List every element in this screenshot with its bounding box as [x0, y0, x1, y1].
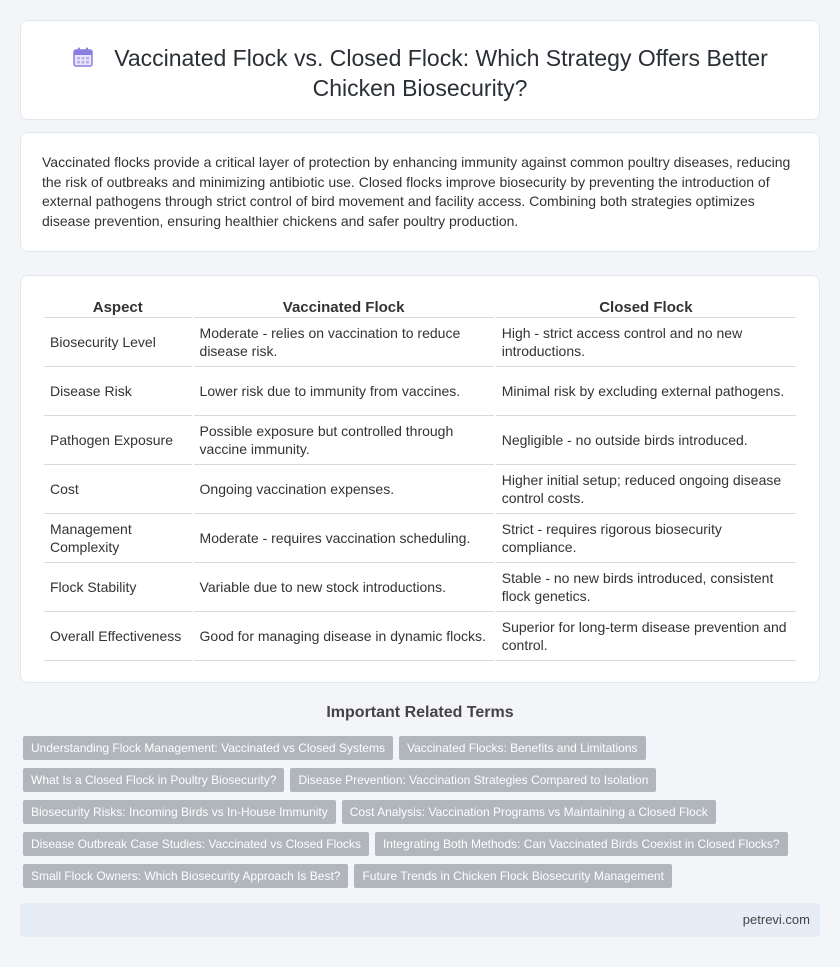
- cell-aspect: Flock Stability: [44, 563, 192, 612]
- cell-closed: Minimal risk by excluding external pathogens.: [496, 367, 796, 416]
- table-row: [44, 514, 796, 563]
- related-term-tag[interactable]: Small Flock Owners: Which Biosecurity Approach Is Best?: [23, 864, 348, 888]
- title-card: [20, 20, 820, 120]
- related-term-tag[interactable]: Disease Prevention: Vaccination Strategies Compared to Isolation: [290, 768, 656, 792]
- footer-site-name[interactable]: petrevi.com: [742, 912, 810, 927]
- related-term-tag[interactable]: Understanding Flock Management: Vaccinated vs Closed Systems: [23, 736, 393, 760]
- related-term-tag[interactable]: What Is a Closed Flock in Poultry Biosecurity?: [23, 768, 284, 792]
- table-row: [44, 465, 796, 514]
- cell-aspect: Management Complexity: [44, 514, 192, 563]
- page-title-wrap: [21, 43, 819, 103]
- related-term-tag[interactable]: Biosecurity Risks: Incoming Birds vs In-House Immunity: [23, 800, 336, 824]
- cell-closed: Higher initial setup; reduced ongoing disease control costs.: [496, 465, 796, 514]
- cell-vaccinated: Possible exposure but controlled through vaccine immunity.: [194, 416, 494, 465]
- related-term-tag[interactable]: Disease Outbreak Case Studies: Vaccinated vs Closed Flocks: [23, 832, 369, 856]
- table-row: [44, 318, 796, 367]
- related-terms-list: [23, 736, 803, 888]
- related-term-tag[interactable]: Future Trends in Chicken Flock Biosecurity Management: [354, 864, 671, 888]
- cell-aspect: Cost: [44, 465, 192, 514]
- cell-aspect: Overall Effectiveness: [44, 612, 192, 661]
- related-term-tag[interactable]: Vaccinated Flocks: Benefits and Limitations: [399, 736, 646, 760]
- calendar-icon: [72, 46, 94, 68]
- comparison-card: [20, 275, 820, 683]
- cell-vaccinated: Lower risk due to immunity from vaccines.: [194, 367, 494, 416]
- cell-vaccinated: Variable due to new stock introductions.: [194, 563, 494, 612]
- related-terms-heading: Important Related Terms: [326, 704, 514, 721]
- cell-vaccinated: Ongoing vaccination expenses.: [194, 465, 494, 514]
- cell-aspect: Pathogen Exposure: [44, 416, 192, 465]
- related-term-tag[interactable]: Cost Analysis: Vaccination Programs vs Maintaining a Closed Flock: [342, 800, 716, 824]
- cell-vaccinated: Good for managing disease in dynamic flocks.: [194, 612, 494, 661]
- cell-vaccinated: Moderate - relies on vaccination to reduce disease risk.: [194, 318, 494, 367]
- table-header-row: [44, 296, 796, 318]
- table-row: [44, 416, 796, 465]
- related-term-tag[interactable]: Integrating Both Methods: Can Vaccinated Birds Coexist in Closed Flocks?: [375, 832, 788, 856]
- header-vaccinated-flock: Vaccinated Flock: [194, 296, 494, 318]
- table-row: [44, 367, 796, 416]
- cell-aspect: Biosecurity Level: [44, 318, 192, 367]
- intro-card: [20, 132, 820, 252]
- page-title: Vaccinated Flock vs. Closed Flock: Which Strategy Offers Better Chicken Biosecurity?: [114, 45, 768, 101]
- cell-closed: High - strict access control and no new introductions.: [496, 318, 796, 367]
- header-aspect: Aspect: [44, 296, 192, 318]
- cell-closed: Strict - requires rigorous biosecurity compliance.: [496, 514, 796, 563]
- cell-vaccinated: Moderate - requires vaccination scheduling.: [194, 514, 494, 563]
- footer-bar: [20, 903, 820, 937]
- cell-closed: Negligible - no outside birds introduced.: [496, 416, 796, 465]
- table-row: [44, 612, 796, 661]
- cell-closed: Stable - no new birds introduced, consistent flock genetics.: [496, 563, 796, 612]
- header-closed-flock: Closed Flock: [496, 296, 796, 318]
- cell-closed: Superior for long-term disease prevention and control.: [496, 612, 796, 661]
- table-row: [44, 563, 796, 612]
- comparison-table: [42, 296, 798, 661]
- intro-paragraph: Vaccinated flocks provide a critical layer of protection by enhancing immunity against common poultry diseases, reducing the risk of outbreaks and minimizing antibiotic use. Closed flocks improve biosecurity by preventing the introduction of external pathogens through strict control of bird movement and facility access. Combining both strategies optimizes disease prevention, ensuring healthier chickens and safer poultry production.: [42, 154, 791, 229]
- cell-aspect: Disease Risk: [44, 367, 192, 416]
